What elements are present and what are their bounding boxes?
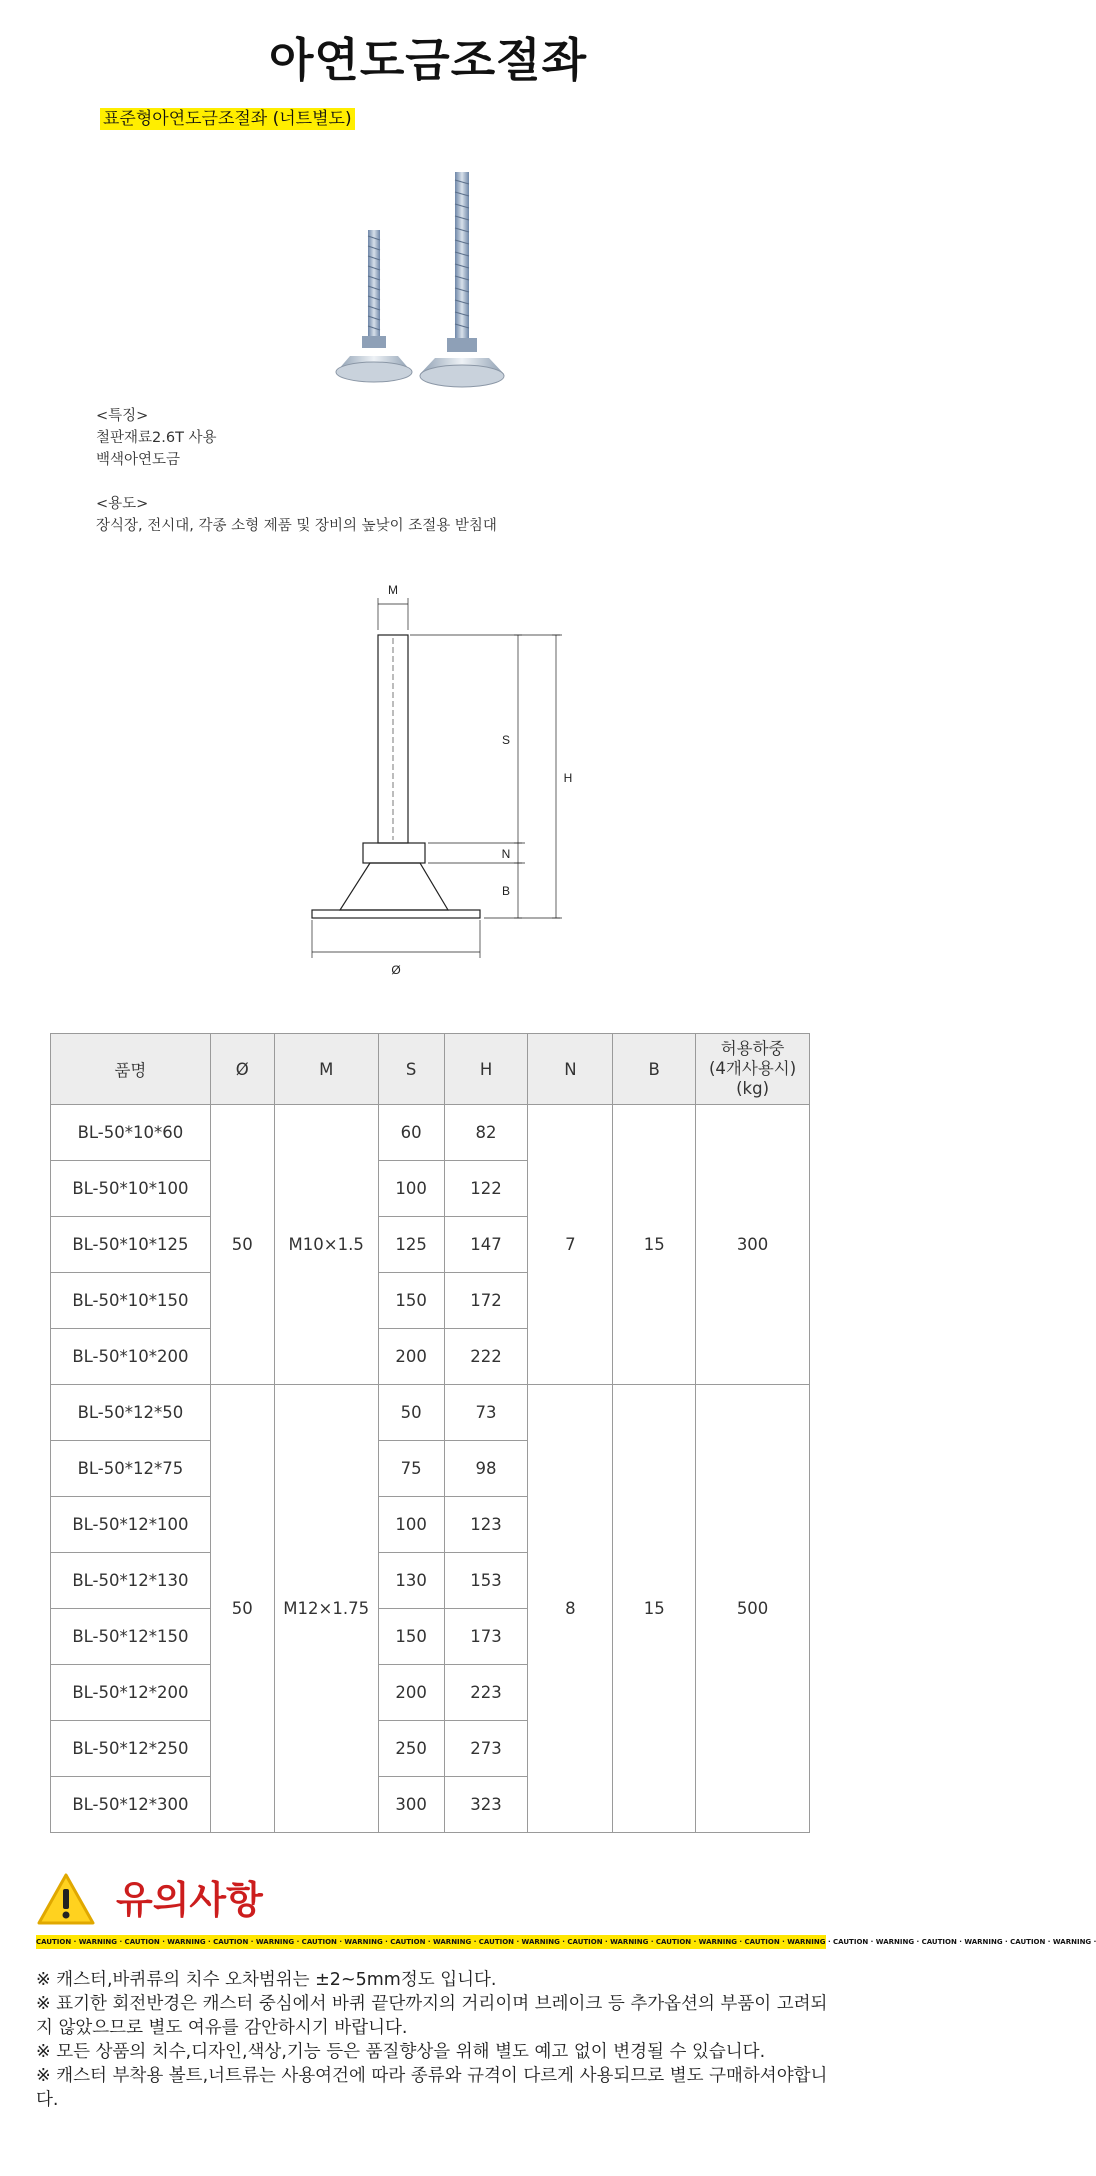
cell-h: 122 [444, 1161, 528, 1217]
dim-label-b: B [501, 884, 511, 898]
caution-note: ※ 캐스터,바퀴류의 치수 오차범위는 ±2~5mm정도 입니다. [36, 1970, 497, 1990]
cell-b: 15 [613, 1105, 696, 1385]
dim-label-h: H [563, 771, 573, 785]
page-title: 아연도금조절좌 [268, 33, 588, 87]
cell-s: 50 [378, 1385, 444, 1441]
header-b: B [613, 1034, 696, 1105]
feature-line: 철판재료2.6T 사용 [96, 430, 217, 446]
cell-s: 250 [378, 1721, 444, 1777]
header-load: 허용하중 (4개사용시) (kg) [696, 1034, 810, 1105]
cell-name: BL-50*10*150 [51, 1273, 211, 1329]
cell-s: 130 [378, 1553, 444, 1609]
table-row [51, 1385, 810, 1441]
cell-name: BL-50*12*100 [51, 1497, 211, 1553]
cell-name: BL-50*12*200 [51, 1665, 211, 1721]
cell-name: BL-50*12*300 [51, 1777, 211, 1833]
cell-s: 100 [378, 1497, 444, 1553]
cell-name: BL-50*10*100 [51, 1161, 211, 1217]
cell-s: 200 [378, 1329, 444, 1385]
header-h: H [444, 1034, 528, 1105]
cell-s: 125 [378, 1217, 444, 1273]
table-header-row [51, 1034, 810, 1105]
dim-label-m: M [388, 583, 398, 597]
cell-name: BL-50*12*50 [51, 1385, 211, 1441]
cell-h: 323 [444, 1777, 528, 1833]
cell-h: 123 [444, 1497, 528, 1553]
cell-name: BL-50*12*130 [51, 1553, 211, 1609]
cell-h: 173 [444, 1609, 528, 1665]
header-diameter: Ø [210, 1034, 274, 1105]
cell-name: BL-50*10*60 [51, 1105, 211, 1161]
usage-heading: <용도> [96, 496, 149, 512]
cell-h: 147 [444, 1217, 528, 1273]
dimension-drawing [290, 568, 590, 988]
cell-b: 15 [613, 1385, 696, 1833]
caution-warning-stripe [36, 1935, 1096, 1949]
warning-triangle-icon [36, 1872, 96, 1928]
header-name: 품명 [51, 1034, 211, 1105]
cell-s: 150 [378, 1609, 444, 1665]
cell-h: 223 [444, 1665, 528, 1721]
cell-load: 300 [696, 1105, 810, 1385]
product-subtitle: 표준형아연도금조절좌 (너트별도) [100, 108, 355, 130]
cell-s: 75 [378, 1441, 444, 1497]
cell-load: 500 [696, 1385, 810, 1833]
cell-h: 222 [444, 1329, 528, 1385]
cell-h: 73 [444, 1385, 528, 1441]
dim-label-diameter: Ø [391, 963, 401, 977]
cell-s: 60 [378, 1105, 444, 1161]
product-photo [320, 160, 540, 420]
cell-h: 82 [444, 1105, 528, 1161]
caution-note: ※ 표기한 회전반경은 캐스터 중심에서 바퀴 끝단까지의 거리이며 브레이크 등 추가옵션의 부품이 고려되지 않았으므로 별도 여유를 감안하시기 바랍니다. [36, 1994, 828, 2038]
cell-s: 300 [378, 1777, 444, 1833]
caution-note: ※ 모든 상품의 치수,디자인,색상,기능 등은 품질향상을 위해 별도 예고 없이 변경될 수 있습니다. [36, 2042, 766, 2062]
cell-name: BL-50*10*200 [51, 1329, 211, 1385]
cell-s: 150 [378, 1273, 444, 1329]
dim-label-n: N [501, 847, 511, 861]
cell-diameter: 50 [210, 1385, 274, 1833]
cell-name: BL-50*12*250 [51, 1721, 211, 1777]
cell-name: BL-50*12*150 [51, 1609, 211, 1665]
cell-s: 100 [378, 1161, 444, 1217]
header-n: N [528, 1034, 613, 1105]
cell-m: M12×1.75 [274, 1385, 378, 1833]
short-leveling-foot [336, 230, 412, 382]
header-m: M [274, 1034, 378, 1105]
caution-stripe-text: CAUTION · WARNING · CAUTION · WARNING · CAUTION · WARNING · CAUTION · WARNING · CAUTION · WARNING · CAUTION · WARNING · CAUTION · WARNING · CAUTION · WARNING · CAUTION · WARNING · CAUTION · WARNING · CAUTION · WARNING · CAUTION · WARNING · [36, 1938, 1096, 1946]
caution-note: ※ 캐스터 부착용 볼트,너트류는 사용여건에 따라 종류와 규격이 다르게 사용되므로 별도 구매하셔야합니다. [36, 2066, 828, 2110]
dim-label-s: S [501, 733, 511, 747]
feature-line: 백색아연도금 [96, 452, 181, 468]
long-leveling-foot [420, 172, 504, 387]
cell-n: 8 [528, 1385, 613, 1833]
cell-n: 7 [528, 1105, 613, 1385]
caution-title: 유의사항 [116, 1878, 263, 1922]
cell-h: 172 [444, 1273, 528, 1329]
cell-h: 273 [444, 1721, 528, 1777]
cell-h: 153 [444, 1553, 528, 1609]
cell-s: 200 [378, 1665, 444, 1721]
cell-m: M10×1.5 [274, 1105, 378, 1385]
caution-notes [36, 1968, 836, 2112]
cell-h: 98 [444, 1441, 528, 1497]
header-s: S [378, 1034, 444, 1105]
cell-name: BL-50*12*75 [51, 1441, 211, 1497]
features-heading: <특징> [96, 408, 149, 424]
cell-diameter: 50 [210, 1105, 274, 1385]
spec-table [50, 1033, 810, 1833]
table-row [51, 1105, 810, 1161]
usage-line: 장식장, 전시대, 각종 소형 제품 및 장비의 높낮이 조절용 받침대 [96, 518, 497, 534]
cell-name: BL-50*10*125 [51, 1217, 211, 1273]
